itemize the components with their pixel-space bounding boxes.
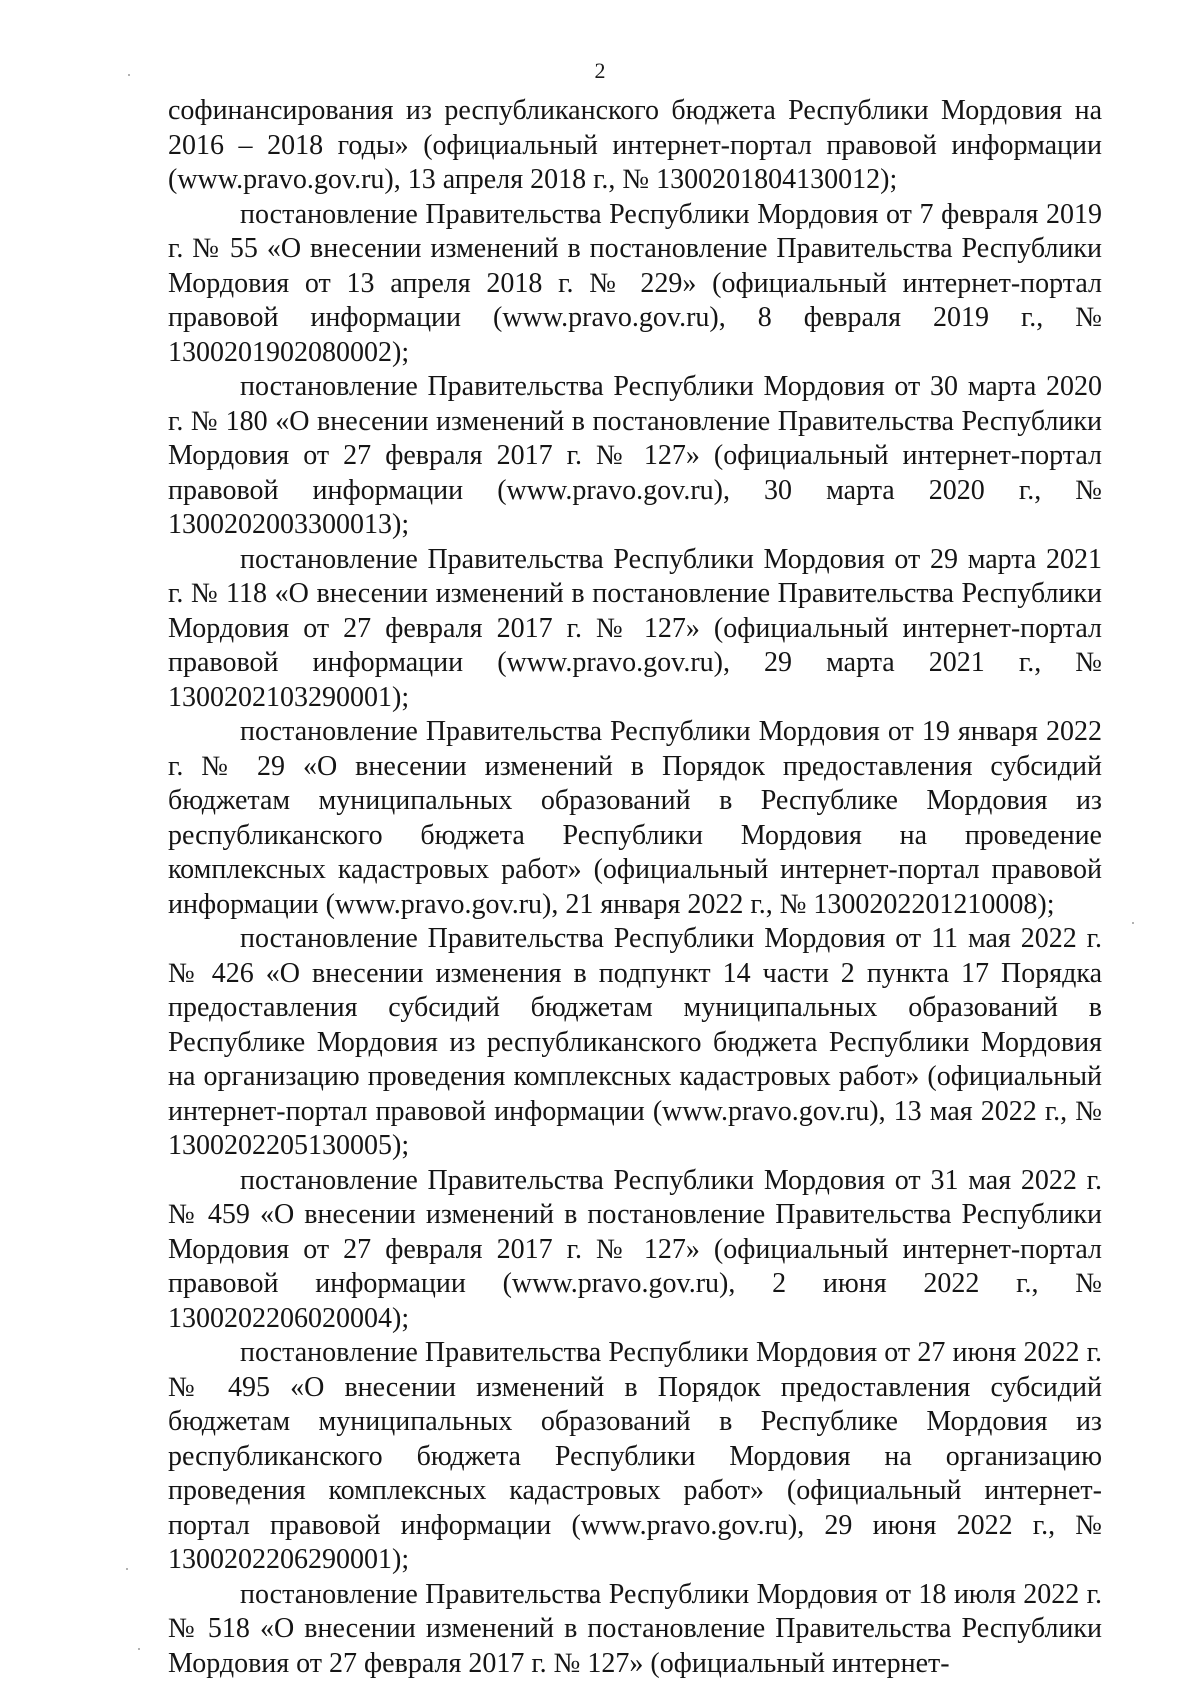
- scan-speck: [1132, 922, 1134, 924]
- paragraph-decree-2022-459: постановление Правительства Республики Мордовия от 31 мая 2022 г. № 459 «О внесении изменений в постановление Правительства Республики Мордовия от 27 февраля 2017 г. № 127» (официальный интернет-портал правовой информации (www.pravo.gov.ru), 2 июня 2022 г., № 1300202206020004);: [168, 1164, 1102, 1334]
- paragraph-decree-2022-495: постановление Правительства Республики Мордовия от 27 июня 2022 г. № 495 «О внесении изменений в Порядок предоставления субсидий бюджетам муниципальных образований в Республике Мордовия из республиканского бюджета Республики Мордовия на организацию проведения комплексных кадастровых работ» (официальный интернет-портал правовой информации (www.pravo.gov.ru), 29 июня 2022 г., № 1300202206290001);: [168, 1337, 1102, 1575]
- paragraph-continuation: софинансирования из республиканского бюджета Республики Мордовия на 2016 – 2018 годы» (официальный интернет-портал правовой информации (www.pravo.gov.ru), 13 апреля 2018 г., № 1300201804130012);: [168, 95, 1102, 195]
- scan-speck: [128, 74, 130, 76]
- scan-speck: [126, 1568, 128, 1570]
- paragraph-decree-2022-518: постановление Правительства Республики Мордовия от 18 июля 2022 г. № 518 «О внесении изменений в постановление Правительства Республики Мордовия от 27 февраля 2017 г. № 127» (официальный интернет-: [168, 1578, 1102, 1679]
- document-body: [168, 94, 1102, 1681]
- page-number: 2: [594, 58, 606, 83]
- paragraph-decree-2022-426: постановление Правительства Республики Мордовия от 11 мая 2022 г. № 426 «О внесении изменения в подпункт 14 части 2 пункта 17 Порядка предоставления субсидий бюджетам муниципальных образований в Республике Мордовия из республиканского бюджета Республики Мордовия на организацию проведения комплексных кадастровых работ» (официальный интернет-портал правовой информации (www.pravo.gov.ru), 13 мая 2022 г., № 1300202205130005);: [168, 923, 1102, 1161]
- paragraph-decree-2019-55: постановление Правительства Республики Мордовия от 7 февраля 2019 г. № 55 «О внесении изменений в постановление Правительства Республики Мордовия от 13 апреля 2018 г. № 229» (официальный интернет-портал правовой информации (www.pravo.gov.ru), 8 февраля 2019 г., № 1300201902080002);: [168, 198, 1102, 368]
- scan-speck: [138, 1648, 140, 1650]
- paragraph-decree-2022-29: постановление Правительства Республики Мордовия от 19 января 2022 г. № 29 «О внесении изменений в Порядок предоставления субсидий бюджетам муниципальных образований в Республике Мордовия из республиканского бюджета Республики Мордовия на проведение комплексных кадастровых работ» (официальный интернет-портал правовой информации (www.pravo.gov.ru), 21 января 2022 г., № 1300202201210008);: [168, 716, 1102, 920]
- paragraph-decree-2021-118: постановление Правительства Республики Мордовия от 29 марта 2021 г. № 118 «О внесении изменений в постановление Правительства Республики Мордовия от 27 февраля 2017 г. № 127» (официальный интернет-портал правовой информации (www.pravo.gov.ru), 29 марта 2021 г., № 1300202103290001);: [168, 543, 1102, 713]
- paragraph-decree-2020-180: постановление Правительства Республики Мордовия от 30 марта 2020 г. № 180 «О внесении изменений в постановление Правительства Республики Мордовия от 27 февраля 2017 г. № 127» (официальный интернет-портал правовой информации (www.pravo.gov.ru), 30 марта 2020 г., № 1300202003300013);: [168, 371, 1102, 540]
